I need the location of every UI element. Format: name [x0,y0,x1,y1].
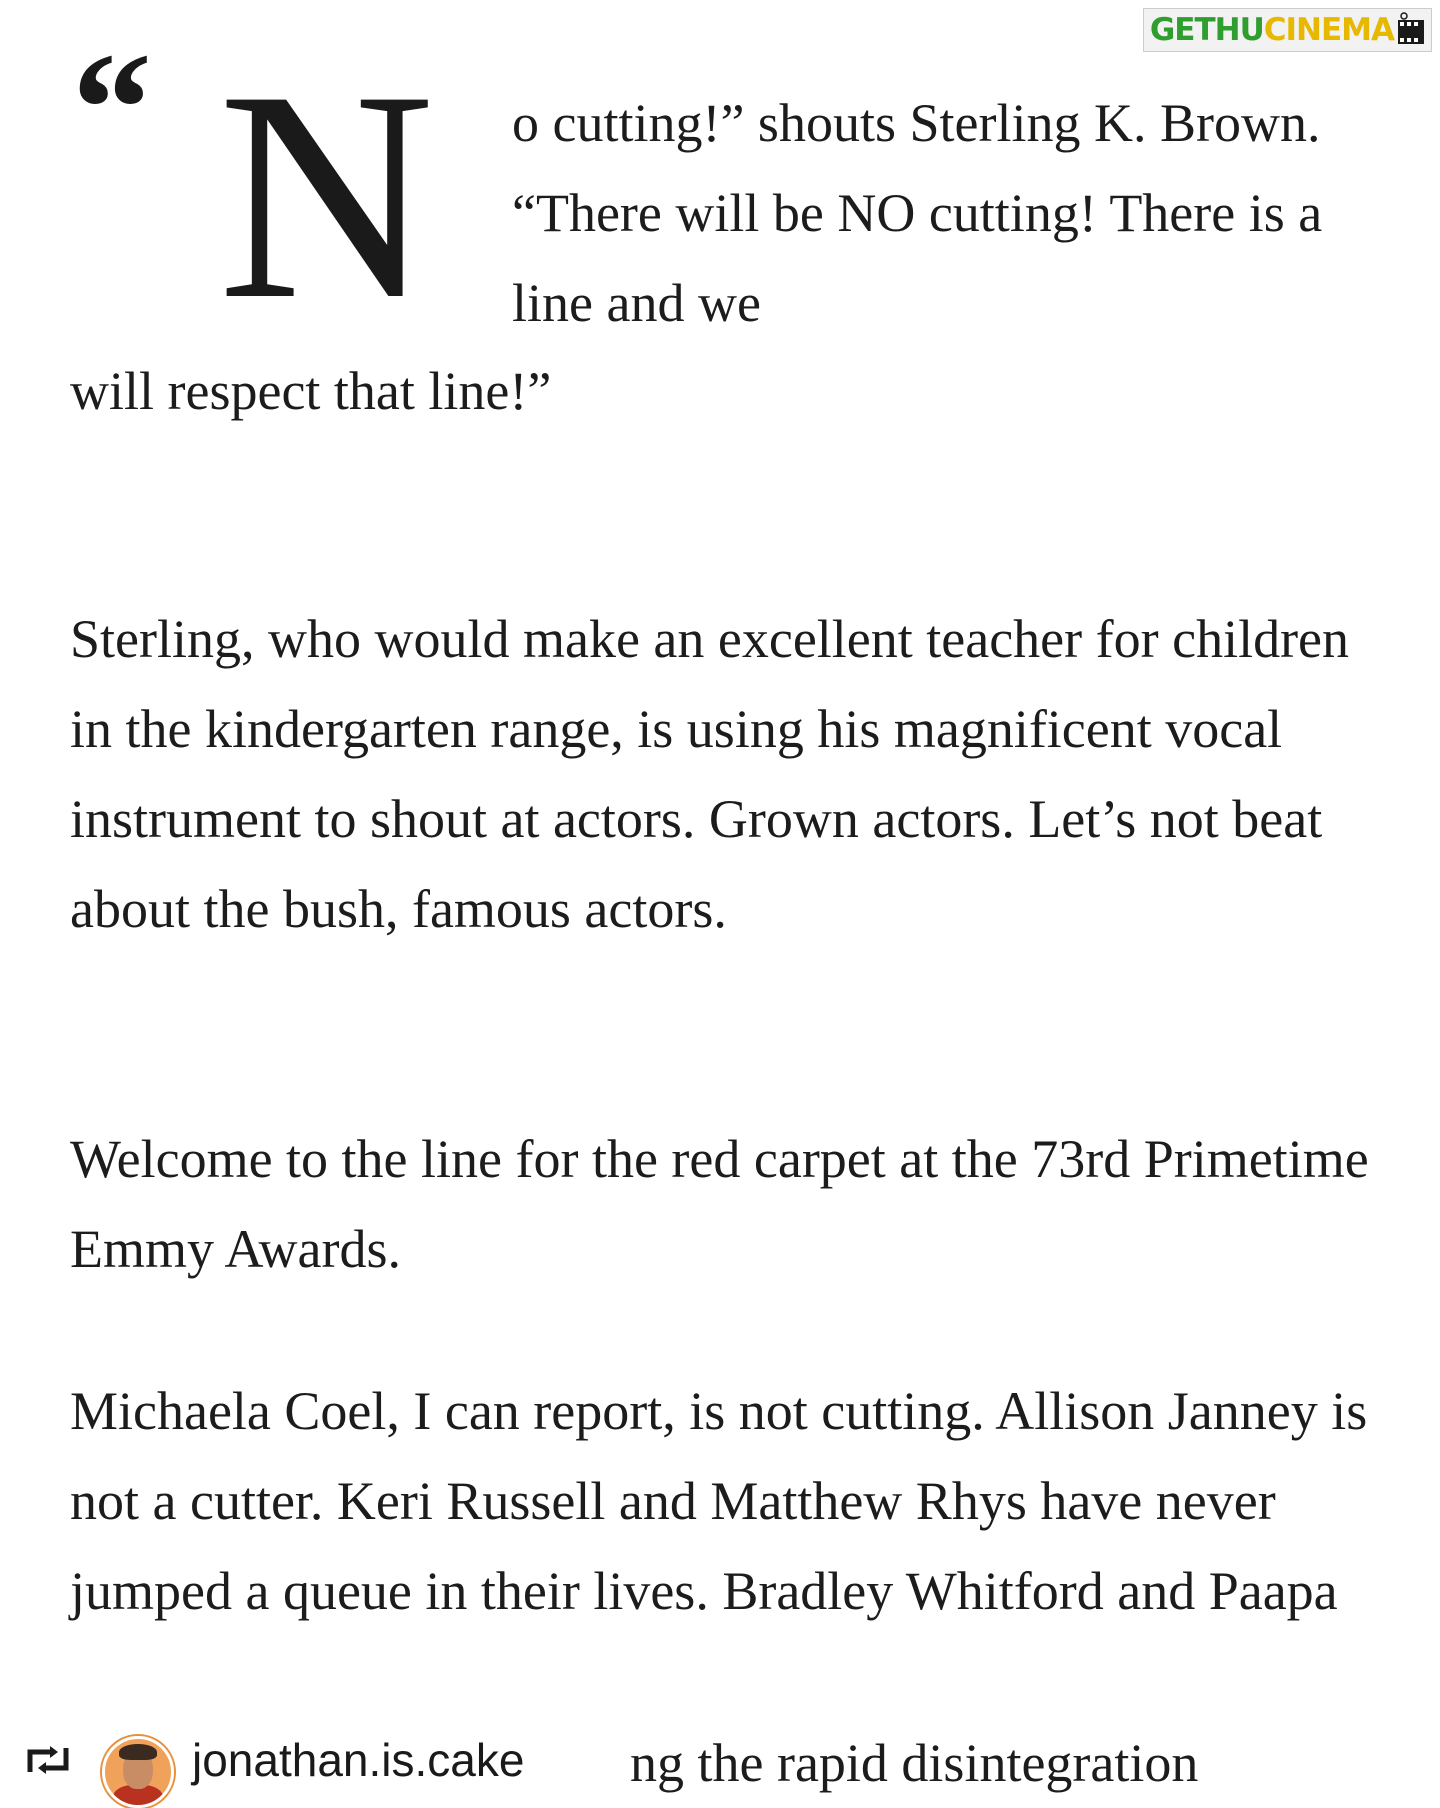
username-link[interactable]: jonathan.is.cake [192,1734,525,1786]
watermark-text-part2: CINEMA [1263,12,1394,48]
repost-icon[interactable] [24,1742,72,1778]
watermark-box [1143,8,1432,52]
avatar[interactable] [102,1736,174,1808]
watermark-text-part1: GETHU [1149,12,1264,48]
paragraph-4-tail: ng the rapid disintegration [630,1733,1199,1793]
paragraph-4: Michaela Coel, I can report, is not cutting. Allison Janney is not a cutter. Keri Russell and Matthew Rhys have never jumped a queue in their lives. Bradley Whitford and Paapa [70,1381,1368,1621]
paragraph-2: Sterling, who would make an excellent teacher for children in the kindergarten range, is using his magnificent vocal instrument to shout at actors. Grown actors. Let’s not beat about the bush, famous actors. [70,609,1350,939]
intro-paragraph-tail: will respect that line!” [70,361,552,421]
avatar-hair [119,1744,157,1760]
paragraph-3: Welcome to the line for the red carpet at the 73rd Primetime Emmy Awards. [70,1129,1369,1279]
repost-bar [0,1726,1440,1794]
film-reel-icon [1396,12,1426,48]
watermark-logo [1143,8,1432,52]
dropcap-letter: N [218,29,435,361]
intro-paragraph: o cutting!” shouts Sterling K. Brown. “There will be NO cutting! There is a line and we [512,93,1323,333]
dropcap-quote-mark: “ [72,19,152,197]
